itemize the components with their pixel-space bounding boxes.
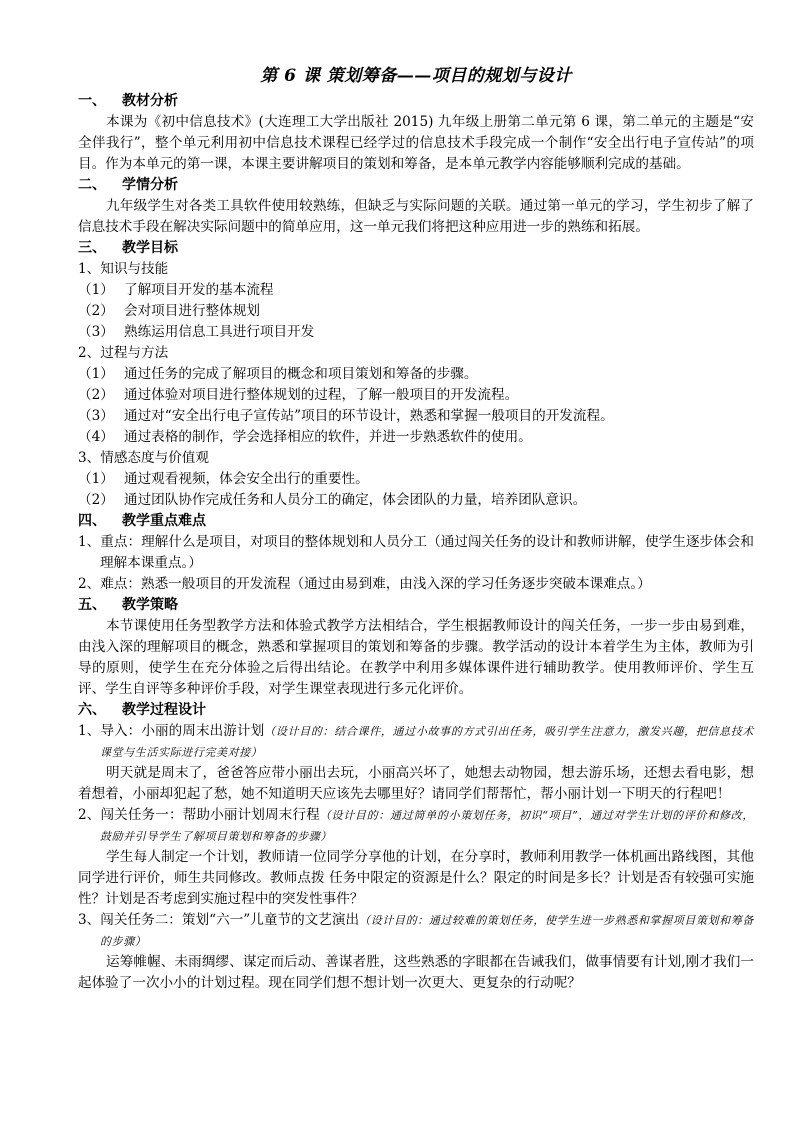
document-title: 第 6 课 策划筹备——项目的规划与设计	[260, 66, 572, 86]
step-3-heading	[78, 910, 754, 952]
section-title: 教学过程设计	[122, 702, 206, 718]
section-body-2: 九年级学生对各类工具软件使用较熟练，但缺乏与实际问题的关联。通过第一单元的学习，学生初步了解了信息技术手段在解决实际问题中的简单应用，这一单元我们将把这种应用进一步的熟练和拓展。	[78, 198, 754, 235]
step-1-heading	[78, 721, 754, 763]
step-3-body: 运筹帷幄、未雨绸缪、谋定而后动、善谋者胜，这些熟悉的字眼都在告诫我们，做事情要有计划,刚才我们一起体验了一次小小的计划过程。现在同学们想不想计划一次更大、更复杂的行动呢？	[78, 954, 754, 991]
list-marker: （1）	[78, 471, 114, 487]
section-heading-5	[78, 595, 754, 616]
key-point: 1、重点：理解什么是项目，对项目的整体规划和人员分工（通过闯关任务的设计和教师讲解，使学生逐步体会和理解本课重点。）	[78, 534, 754, 571]
list-marker: （2）	[78, 492, 114, 508]
section-title: 教学目标	[122, 240, 178, 256]
list-item	[78, 364, 754, 385]
section-body-5: 本节课使用任务型教学方法和体验式教学方法相结合，学生根据教师设计的闯关任务，一步一步由易到难，由浅入深的理解项目的概念，熟悉和掌握项目的策划和筹备的步骤。教学活动的设计本着学生为主体，教师为引导的原则，使学生在充分体验之后得出结论。在教学中利用多媒体课件进行辅助教学。使用教师评价、学生互评、学生自评等多种评价手段，对学生课堂表现进行多元化评价。	[78, 618, 754, 697]
step-1-body: 明天就是周末了，爸爸答应带小丽出去玩，小丽高兴坏了，她想去动物园，想去游乐场，还想去看电影，想着想着，小丽却犯起了愁，她不知道明天应该先去哪里好？请同学们帮帮忙，帮小丽计划一下明天的行程吧！	[78, 765, 754, 802]
list-marker: （3）	[78, 324, 114, 340]
list-item	[78, 406, 754, 427]
step-label: 1、导入：小丽的周末出游计划	[78, 723, 265, 739]
section-heading-4	[78, 511, 754, 532]
list-text: 通过团队协作完成任务和人员分工的确定，体会团队的力量，培养团队意识。	[124, 492, 587, 508]
list-item	[78, 322, 754, 343]
list-item	[78, 385, 754, 406]
list-text: 通过任务的完成了解项目的概念和项目策划和筹备的步骤。	[124, 366, 478, 382]
section-title: 教材分析	[122, 93, 178, 109]
list-text: 通过体验对项目进行整体规划的过程，了解一般项目的开发流程。	[124, 387, 519, 403]
section-title: 教学重点难点	[122, 513, 206, 529]
list-item	[78, 469, 754, 490]
list-item	[78, 301, 754, 322]
section-number: 六、	[78, 702, 106, 718]
step-2-body: 学生每人制定一个计划，教师请一位同学分享他的计划，在分享时，教师利用教学一体机画出路线图，其他同学进行评价，师生共同修改。教师点拨 任务中限定的资源是什么？限定的时间是多长？计划是否有较强可实施性？计划是否考虑到实施过程中的突发性事件？	[78, 849, 754, 907]
subheading-process: 2、过程与方法	[78, 345, 169, 361]
section-heading-6	[78, 700, 754, 721]
section-number: 五、	[78, 597, 106, 613]
list-marker: （2）	[78, 303, 114, 319]
section-body-1: 本课为《初中信息技术》(大连理工大学出版社 2015) 九年级上册第二单元第 6 课，第二单元的主题是“安全伴我行”，整个单元利用初中信息技术课程已经学过的信息技术手段完成一个制作“安全出行电子宣传站”的项目。作为本单元的第一课，本课主要讲解项目的策划和筹备，是本单元教学内容能够顺利完成的基础。	[78, 114, 754, 172]
step-label: 3、闯关任务二：策划“六一”儿童节的文艺演出	[78, 912, 360, 928]
step-2-heading	[78, 805, 754, 847]
difficult-point: 2、难点：熟悉一般项目的开发流程（通过由易到难，由浅入深的学习任务逐步突破本课难点。）	[78, 576, 651, 592]
section-number: 四、	[78, 513, 106, 529]
section-heading-3	[78, 238, 754, 259]
list-text: 通过对“安全出行电子宣传站”项目的环节设计，熟悉和掌握一般项目的开发流程。	[124, 408, 614, 424]
list-text: 会对项目进行整体规划	[124, 303, 260, 319]
list-item	[78, 490, 754, 511]
list-marker: （4）	[78, 429, 114, 445]
list-marker: （3）	[78, 408, 114, 424]
section-heading-2	[78, 175, 754, 196]
design-note: （设计目的：结合课件，通过小故事的方式引出任务，吸引学生注意力，激发兴趣，把信息技术课堂与生活实际进行完美对接）	[100, 725, 754, 759]
list-text: 了解项目开发的基本流程	[124, 282, 274, 298]
section-number: 二、	[78, 177, 106, 193]
step-label: 2、闯关任务一：帮助小丽计划周末行程	[78, 807, 320, 823]
design-note: （设计目的：通过简单的小策划任务，初识“项目”，通过对学生计划的评价和修改，鼓励并引导学生了解项目策划和筹备的步骤）	[100, 809, 754, 843]
design-note: （设计目的：通过较难的策划任务，使学生进一步熟悉和掌握项目策划和筹备的步骤）	[100, 914, 754, 948]
section-title: 教学策略	[122, 597, 178, 613]
list-text: 熟练运用信息工具进行项目开发	[124, 324, 315, 340]
section-heading-1	[78, 91, 754, 112]
list-text: 通过观看视频，体会安全出行的重要性。	[124, 471, 369, 487]
list-text: 通过表格的制作，学会选择相应的软件，并进一步熟悉软件的使用。	[124, 429, 532, 445]
section-number: 一、	[78, 93, 106, 109]
section-number: 三、	[78, 240, 106, 256]
list-marker: （2）	[78, 387, 114, 403]
list-item	[78, 427, 754, 448]
subheading-attitude: 3、情感态度与价值观	[78, 450, 209, 466]
list-marker: （1）	[78, 366, 114, 382]
subheading-knowledge: 1、知识与技能	[78, 261, 169, 277]
document-page	[78, 64, 754, 994]
list-marker: （1）	[78, 282, 114, 298]
list-item	[78, 280, 754, 301]
section-title: 学情分析	[122, 177, 178, 193]
